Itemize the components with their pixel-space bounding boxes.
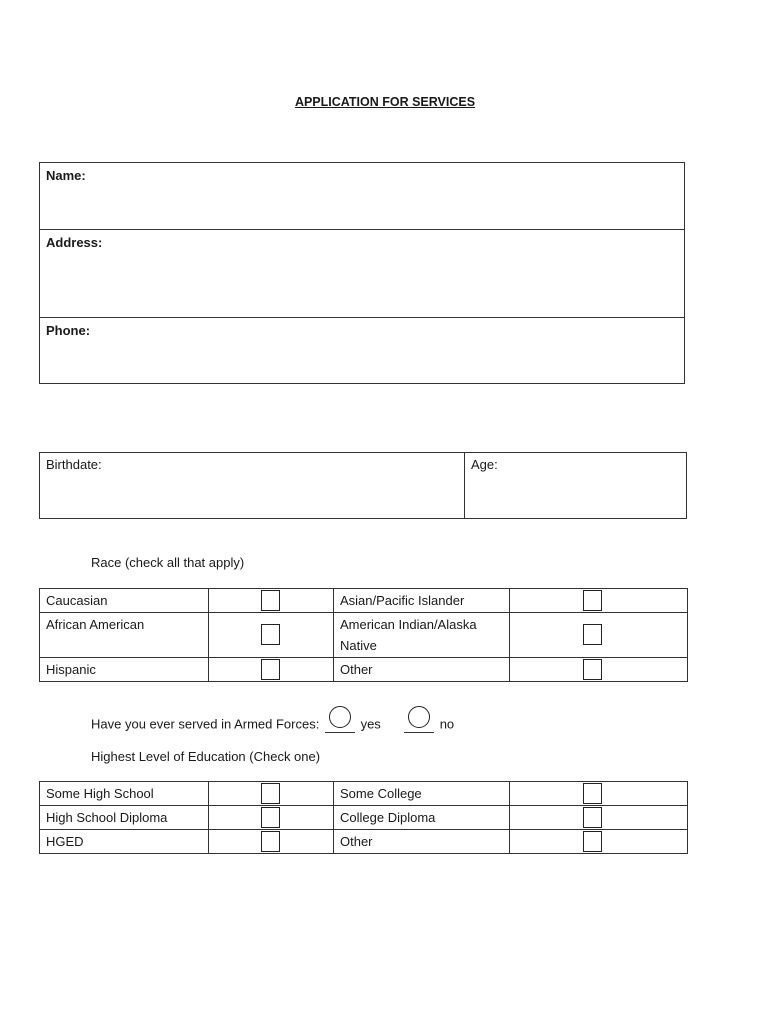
hged-checkbox[interactable] [261, 831, 280, 852]
race-option-label: Caucasian [40, 589, 209, 613]
age-field[interactable] [465, 453, 686, 518]
race-option-label: African American [40, 613, 209, 658]
education-option-label: Other [334, 830, 510, 854]
asian-pacific-islander-checkbox[interactable] [583, 590, 602, 611]
american-indian-alaska-native-checkbox[interactable] [583, 624, 602, 645]
education-heading: Highest Level of Education (Check one) [91, 749, 321, 764]
education-option-label: Some High School [40, 782, 209, 806]
some-college-checkbox[interactable] [583, 783, 602, 804]
african-american-checkbox[interactable] [261, 624, 280, 645]
address-field[interactable] [40, 230, 684, 318]
education-option-label: Some College [334, 782, 510, 806]
armed-no-label: no [439, 716, 455, 732]
hispanic-checkbox[interactable] [261, 659, 280, 680]
table-row [40, 830, 688, 854]
table-row [40, 782, 688, 806]
phone-field[interactable] [40, 318, 684, 383]
armed-yes-label: yes [360, 716, 381, 732]
education-option-label: HGED [40, 830, 209, 854]
birth-section [39, 452, 687, 519]
armed-forces-question [91, 714, 454, 736]
table-row [40, 589, 688, 613]
education-other-checkbox[interactable] [583, 831, 602, 852]
race-option-label: American Indian/Alaska Native [334, 613, 510, 658]
race-heading: Race (check all that apply) [91, 555, 245, 570]
table-row [40, 806, 688, 830]
form-title: APPLICATION FOR SERVICES [294, 95, 476, 109]
college-diploma-checkbox[interactable] [583, 807, 602, 828]
race-table [39, 588, 688, 682]
race-option-label: Other [334, 658, 510, 682]
armed-no-radio[interactable] [408, 706, 430, 728]
caucasian-checkbox[interactable] [261, 590, 280, 611]
age-label: Age: [471, 457, 498, 472]
phone-label: Phone: [46, 323, 91, 338]
education-option-label: High School Diploma [40, 806, 209, 830]
race-option-label: Asian/Pacific Islander [334, 589, 510, 613]
armed-no-option [404, 714, 434, 736]
armed-yes-radio[interactable] [329, 706, 351, 728]
education-table [39, 781, 688, 854]
contact-section [39, 162, 685, 384]
birthdate-field[interactable] [40, 453, 465, 518]
table-row [40, 613, 688, 658]
race-other-checkbox[interactable] [583, 659, 602, 680]
name-label: Name: [46, 168, 86, 183]
some-high-school-checkbox[interactable] [261, 783, 280, 804]
name-field[interactable] [40, 163, 684, 230]
table-row [40, 658, 688, 682]
race-option-label: Hispanic [40, 658, 209, 682]
armed-forces-label: Have you ever served in Armed Forces: [91, 716, 320, 732]
birthdate-label: Birthdate: [46, 457, 102, 472]
high-school-diploma-checkbox[interactable] [261, 807, 280, 828]
armed-yes-option [325, 714, 355, 736]
education-option-label: College Diploma [334, 806, 510, 830]
address-label: Address: [46, 235, 103, 250]
